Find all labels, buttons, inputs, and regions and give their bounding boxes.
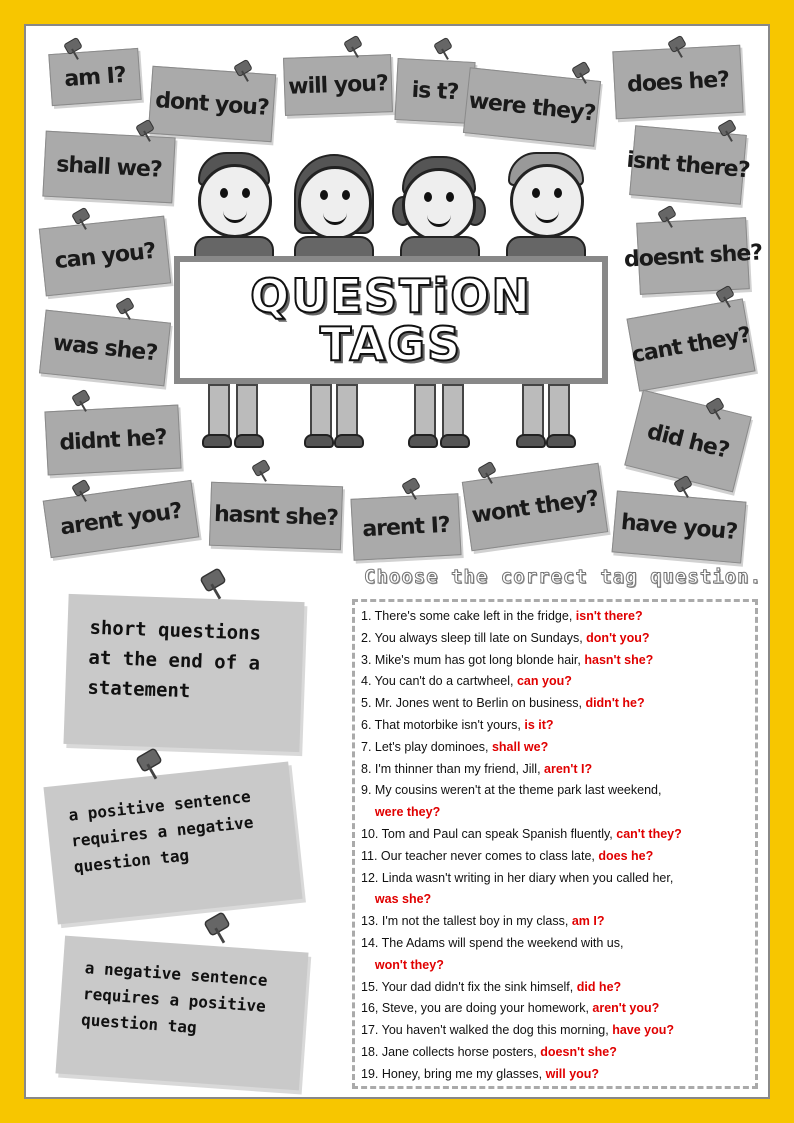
item-text: That motorbike isn't yours, — [374, 717, 525, 732]
item-answer-tag: won't they? — [374, 957, 444, 972]
item-answer-tag: aren't you? — [592, 1001, 660, 1016]
item-answer-tag: am I? — [571, 914, 605, 929]
exercise-item — [361, 671, 749, 693]
item-number: 8. — [361, 761, 375, 776]
tag-text: doesnt she? — [623, 239, 763, 273]
item-text: Linda wasn't writing in her diary when you called her, — [381, 870, 674, 885]
pushpin-icon — [672, 478, 694, 500]
item-answer-tag: did he? — [576, 979, 622, 994]
pushpin-icon — [134, 122, 156, 144]
tag-card — [612, 490, 747, 563]
tag-text: is t? — [411, 77, 459, 105]
tag-text: were they? — [467, 87, 597, 127]
exercise-item — [361, 977, 749, 999]
tag-text: will you? — [287, 70, 389, 100]
tag-text: arent you? — [58, 498, 184, 540]
item-text: Jane collects horse posters, — [381, 1044, 541, 1059]
exercise-item — [361, 693, 749, 715]
item-text: I'm not the tallest boy in my class, — [381, 914, 572, 929]
tag-card — [350, 493, 461, 561]
item-number: 10. — [361, 826, 382, 841]
item-number: 14. — [361, 935, 382, 950]
exercise-item — [361, 1020, 749, 1042]
exercise-item — [361, 780, 749, 824]
item-text: You always sleep till late on Sundays, — [374, 630, 587, 645]
item-text: You haven't walked the dog this morning, — [381, 1023, 613, 1038]
item-answer-tag: shall we? — [491, 739, 549, 754]
pushpin-icon — [198, 572, 229, 603]
pushpin-icon — [400, 480, 422, 502]
item-text: Honey, bring me my glasses, — [381, 1066, 546, 1081]
tag-text: was she? — [51, 330, 159, 366]
item-text: Our teacher never comes to class late, — [380, 848, 599, 863]
item-text: My cousins weren't at the theme park last weekend, — [374, 783, 662, 798]
rule-note — [55, 936, 308, 1091]
item-answer-tag: isn't there? — [575, 609, 643, 623]
item-text: There's some cake left in the fridge, — [374, 609, 576, 623]
item-number: 12. — [361, 870, 382, 885]
pushpin-icon — [656, 208, 678, 230]
item-answer-tag: hasn't she? — [584, 652, 654, 667]
item-number: 6. — [361, 717, 375, 732]
item-number: 5. — [361, 696, 375, 711]
tag-text: shall we? — [55, 151, 163, 183]
rule-note-text: a positive sentence requires a negative question tag — [67, 786, 255, 877]
pushpin-icon — [666, 38, 688, 60]
pushpin-icon — [714, 288, 736, 310]
item-answer-tag: can't they? — [616, 826, 682, 841]
exercise-item — [361, 1064, 749, 1086]
item-number: 19. — [361, 1066, 382, 1081]
pushpin-icon — [570, 64, 592, 86]
item-number: 3. — [361, 652, 375, 667]
tag-card — [394, 58, 475, 124]
pushpin-icon — [70, 392, 92, 414]
item-answer-tag: have you? — [612, 1023, 675, 1038]
tag-text: dont you? — [154, 87, 270, 121]
tag-text: isnt there? — [625, 147, 751, 183]
tag-card — [39, 216, 171, 297]
pushpin-icon — [134, 752, 165, 783]
rule-note-text: a negative sentence requires a positive question tag — [80, 958, 269, 1038]
item-text: Your dad didn't fix the sink himself, — [381, 979, 577, 994]
tag-text: hasnt she? — [213, 501, 339, 531]
pushpin-icon — [232, 62, 254, 84]
item-answer-tag: don't you? — [586, 630, 650, 645]
tag-card — [43, 480, 200, 558]
pushpin-icon — [70, 482, 92, 504]
tag-text: am I? — [63, 62, 127, 92]
item-text: The Adams will spend the weekend with us, — [381, 935, 624, 950]
tag-card — [44, 405, 181, 476]
item-answer-tag: can you? — [516, 674, 572, 689]
rule-note — [63, 594, 304, 752]
item-number: 2. — [361, 630, 375, 645]
pushpin-icon — [70, 210, 92, 232]
item-text: Mr. Jones went to Berlin on business, — [374, 696, 586, 711]
tag-text: did he? — [644, 418, 732, 464]
item-number: 11. — [361, 848, 381, 863]
exercise-item — [361, 998, 749, 1020]
item-number: 17. — [361, 1023, 382, 1038]
pushpin-icon — [704, 400, 726, 422]
pushpin-icon — [716, 122, 738, 144]
item-text: Tom and Paul can speak Spanish fluently, — [381, 826, 617, 841]
exercise-item — [361, 759, 749, 781]
worksheet — [24, 24, 770, 1099]
item-answer-tag: doesn't she? — [540, 1044, 617, 1059]
exercise-item — [361, 650, 749, 672]
tag-card — [623, 217, 763, 295]
tag-card — [283, 54, 393, 116]
exercise-item — [361, 911, 749, 933]
tag-card — [209, 482, 343, 551]
pushpin-icon — [342, 38, 364, 60]
item-text: Let's play dominoes, — [374, 739, 492, 754]
pushpin-icon — [250, 462, 272, 484]
item-answer-tag: will you? — [545, 1066, 600, 1081]
item-number: 4. — [361, 674, 375, 689]
item-answer-tag: aren't I? — [544, 761, 593, 776]
rule-note — [43, 762, 302, 925]
item-text: Mike's mum has got long blonde hair, — [374, 652, 585, 667]
tag-text: wont they? — [470, 485, 600, 529]
tag-card — [148, 66, 276, 142]
title-line-1: QUESTiON — [250, 269, 532, 323]
pushpin-icon — [476, 464, 498, 486]
tag-text: arent I? — [361, 512, 451, 542]
item-text: I'm thinner than my friend, Jill, — [374, 761, 545, 776]
item-number: 9. — [361, 783, 375, 798]
item-text: You can't do a cartwheel, — [374, 674, 517, 689]
exercise-item — [361, 628, 749, 650]
exercise-item — [361, 606, 749, 628]
exercise-box — [352, 599, 758, 1089]
item-number: 18. — [361, 1044, 382, 1059]
title-board — [174, 256, 608, 384]
item-number: 13. — [361, 914, 382, 929]
item-answer-tag: didn't he? — [585, 696, 645, 711]
item-number: 1. — [361, 609, 375, 623]
item-text: Steve, you are doing your homework, — [381, 1001, 593, 1016]
item-number: 16, — [361, 1001, 382, 1016]
tag-text: can you? — [53, 238, 157, 274]
rule-note-text: short questions at the end of a statement — [87, 616, 262, 703]
tag-card — [626, 298, 755, 391]
pushpin-icon — [114, 300, 136, 322]
item-answer-tag: is it? — [524, 717, 554, 732]
exercise-item — [361, 824, 749, 846]
exercise-heading: Choose the correct tag question. — [364, 566, 763, 588]
exercise-item — [361, 868, 749, 912]
item-answer-tag: does he? — [598, 848, 654, 863]
item-number: 7. — [361, 739, 375, 754]
item-number: 15. — [361, 979, 382, 994]
tag-text: does he? — [626, 66, 730, 98]
pushpin-icon — [62, 40, 84, 62]
exercise-item — [361, 737, 749, 759]
tag-card — [39, 310, 171, 387]
tag-text: didnt he? — [58, 424, 168, 456]
tag-text: cant they? — [629, 322, 753, 368]
pushpin-icon — [202, 916, 233, 947]
item-answer-tag: were they? — [374, 805, 441, 820]
exercise-item — [361, 715, 749, 737]
item-answer-tag: was she? — [374, 892, 432, 907]
exercise-item — [361, 1042, 749, 1064]
tag-text: have you? — [619, 509, 739, 545]
exercise-item — [361, 846, 749, 868]
title-line-2: TAGS — [319, 317, 463, 371]
exercise-item — [361, 933, 749, 977]
pushpin-icon — [432, 40, 454, 62]
